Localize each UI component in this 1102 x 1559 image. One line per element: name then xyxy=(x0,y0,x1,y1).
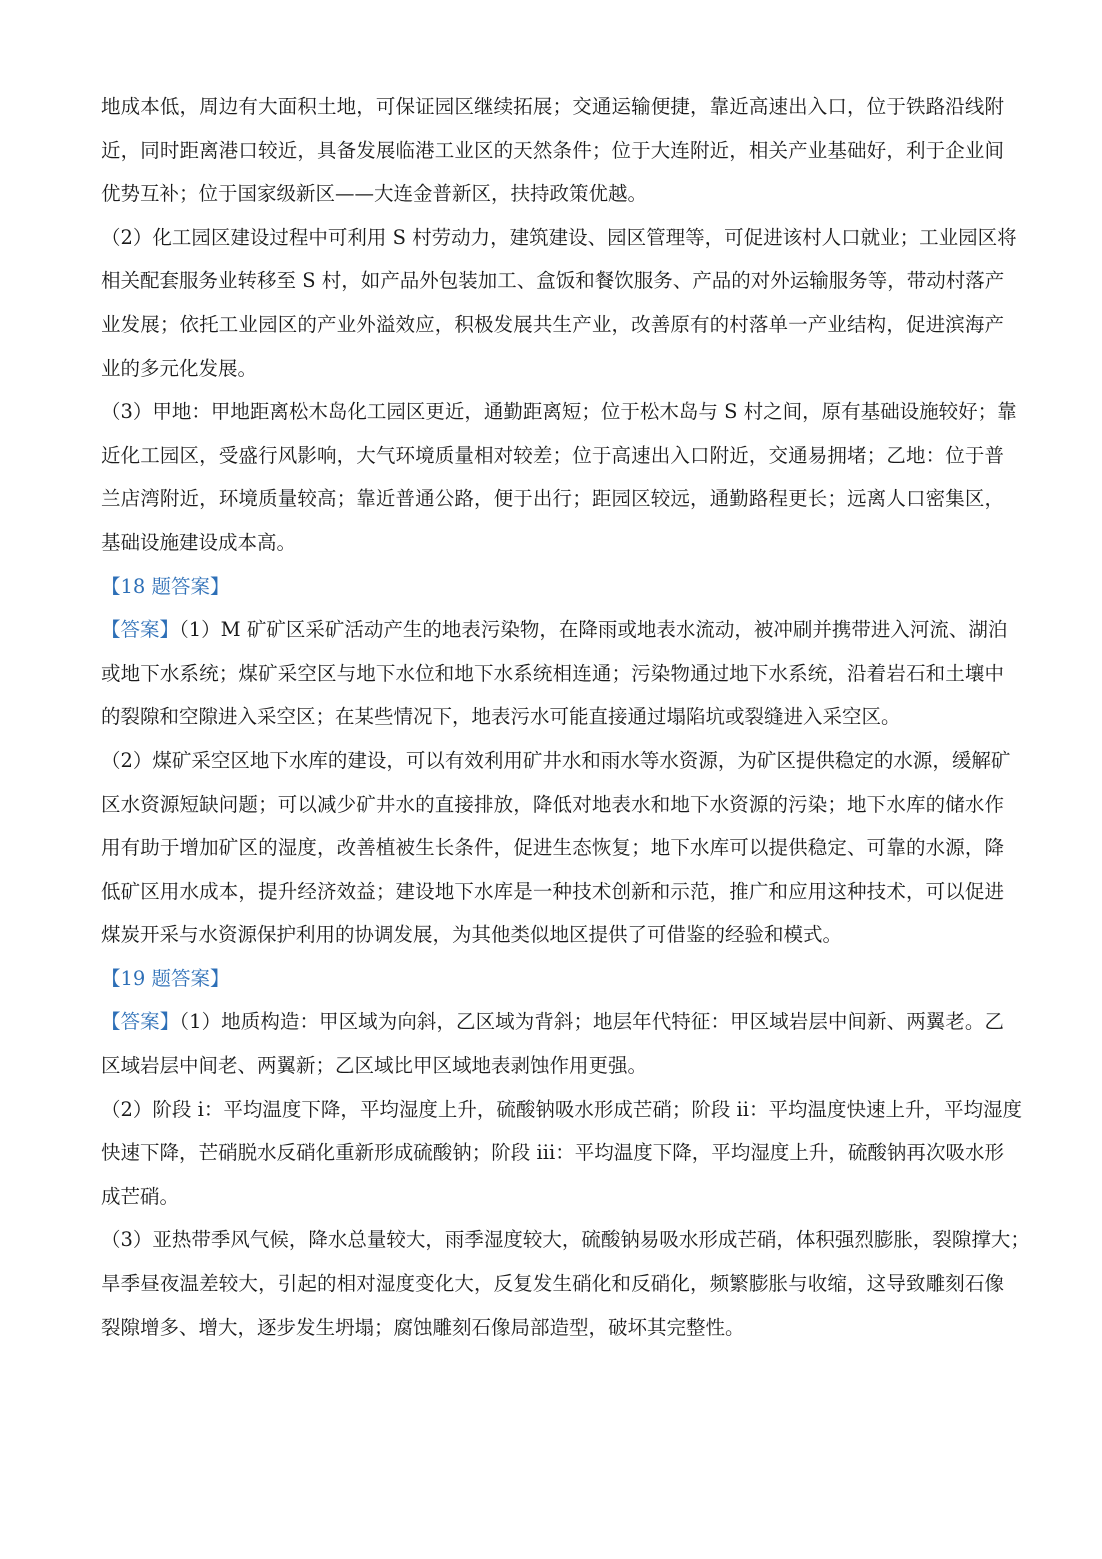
answer-18-1 xyxy=(101,608,1008,739)
text-line: 兰店湾附近，环境质量较高；靠近普通公路，便于出行；距园区较远，通勤路程更长；远离人口密集区， xyxy=(101,487,1004,511)
answer-17-1-continuation xyxy=(101,85,1004,216)
text-line: （2）煤矿采空区地下水库的建设，可以有效利用矿井水和雨水等水资源，为矿区提供稳定的水源，缓解矿 xyxy=(101,748,1011,772)
answer-18-2 xyxy=(101,739,1011,957)
text-line: 旱季昼夜温差较大，引起的相对湿度变化大，反复发生硝化和反硝化，频繁膨胀与收缩，这导致雕刻石像 xyxy=(101,1272,1004,1296)
answer-text: （1）M 矿矿区采矿活动产生的地表污染物，在降雨或地表水流动，被冲刷并携带进入河流、湖泊 xyxy=(179,618,1008,642)
text-line: 优势互补；位于国家级新区——大连金普新区，扶持政策优越。 xyxy=(101,182,648,206)
text-line: 业发展；依托工业园区的产业外溢效应，积极发展共生产业，改善原有的村落单一产业结构，促进滨海产 xyxy=(101,312,1004,336)
answer-17-3 xyxy=(101,390,1017,564)
heading-19-answer: 【19 题答案】 xyxy=(101,966,230,990)
text-line: 或地下水系统；煤矿采空区与地下水位和地下水系统相连通；污染物通过地下水系统，沿着岩石和土壤中 xyxy=(101,661,1004,685)
text-line: 煤炭开采与水资源保护利用的协调发展，为其他类似地区提供了可借鉴的经验和模式。 xyxy=(101,923,843,947)
answer-text: （1）地质构造：甲区域为向斜，乙区域为背斜；地层年代特征：甲区域岩层中间新、两翼老。乙 xyxy=(179,1010,1004,1034)
text-line: 区水资源短缺问题；可以减少矿井水的直接排放，降低对地表水和地下水资源的污染；地下水库的储水作 xyxy=(101,792,1004,816)
text-line: 成芒硝。 xyxy=(101,1184,180,1208)
text-line: （3）甲地：甲地距离松木岛化工园区更近，通勤距离短；位于松木岛与 S 村之间，原有基础设施较好；靠 xyxy=(101,400,1017,424)
text-line: 用有助于增加矿区的湿度，改善植被生长条件，促进生态恢复；地下水库可以提供稳定、可靠的水源，降 xyxy=(101,836,1004,860)
text-line: 基础设施建设成本高。 xyxy=(101,530,297,554)
text-line xyxy=(101,608,1008,652)
answer-tag: 【答案】 xyxy=(101,1010,180,1034)
text-line: 的裂隙和空隙进入采空区；在某些情况下，地表污水可能直接通过塌陷坑或裂缝进入采空区。 xyxy=(101,705,901,729)
document-page xyxy=(101,85,1030,1349)
text-line: （2）阶段 i：平均温度下降，平均湿度上升，硫酸钠吸水形成芒硝；阶段 ii：平均温度快速上升，平均湿度 xyxy=(101,1097,1023,1121)
answer-tag: 【答案】 xyxy=(101,618,180,642)
text-line: 低矿区用水成本，提升经济效益；建设地下水库是一种技术创新和示范，推广和应用这种技术，可以促进 xyxy=(101,879,1004,903)
answer-19-3 xyxy=(101,1218,1030,1349)
answer-19-1 xyxy=(101,1000,1004,1087)
text-line xyxy=(101,1000,1004,1044)
text-line: （2）化工园区建设过程中可利用 S 村劳动力，建筑建设、园区管理等，可促进该村人口就业；工业园区将 xyxy=(101,225,1017,249)
text-line: 裂隙增多、增大，逐步发生坍塌；腐蚀雕刻石像局部造型，破坏其完整性。 xyxy=(101,1315,745,1339)
text-line: 近化工园区，受盛行风影响，大气环境质量相对较差；位于高速出入口附近，交通易拥堵；乙地：位于普 xyxy=(101,443,1004,467)
text-line: 区域岩层中间老、两翼新；乙区域比甲区域地表剥蚀作用更强。 xyxy=(101,1054,648,1078)
text-line: 快速下降，芒硝脱水反硝化重新形成硫酸钠；阶段 iii：平均温度下降，平均湿度上升，硫酸钠再次吸水形 xyxy=(101,1141,1004,1165)
answer-17-2 xyxy=(101,216,1017,390)
heading-18-answer: 【18 题答案】 xyxy=(101,574,230,598)
text-line: 近，同时距离港口较近，具备发展临港工业区的天然条件；位于大连附近，相关产业基础好，利于企业间 xyxy=(101,138,1004,162)
text-line: 业的多元化发展。 xyxy=(101,356,258,380)
text-line: 相关配套服务业转移至 S 村，如产品外包装加工、盒饭和餐饮服务、产品的对外运输服务等，带动村落产 xyxy=(101,269,1005,293)
answer-19-2 xyxy=(101,1088,1023,1219)
text-line: 地成本低，周边有大面积土地，可保证园区继续拓展；交通运输便捷，靠近高速出入口，位于铁路沿线附 xyxy=(101,95,1004,118)
text-line: （3）亚热带季风气候，降水总量较大，雨季湿度较大，硫酸钠易吸水形成芒硝，体积强烈膨胀，裂隙撑大； xyxy=(101,1228,1030,1252)
